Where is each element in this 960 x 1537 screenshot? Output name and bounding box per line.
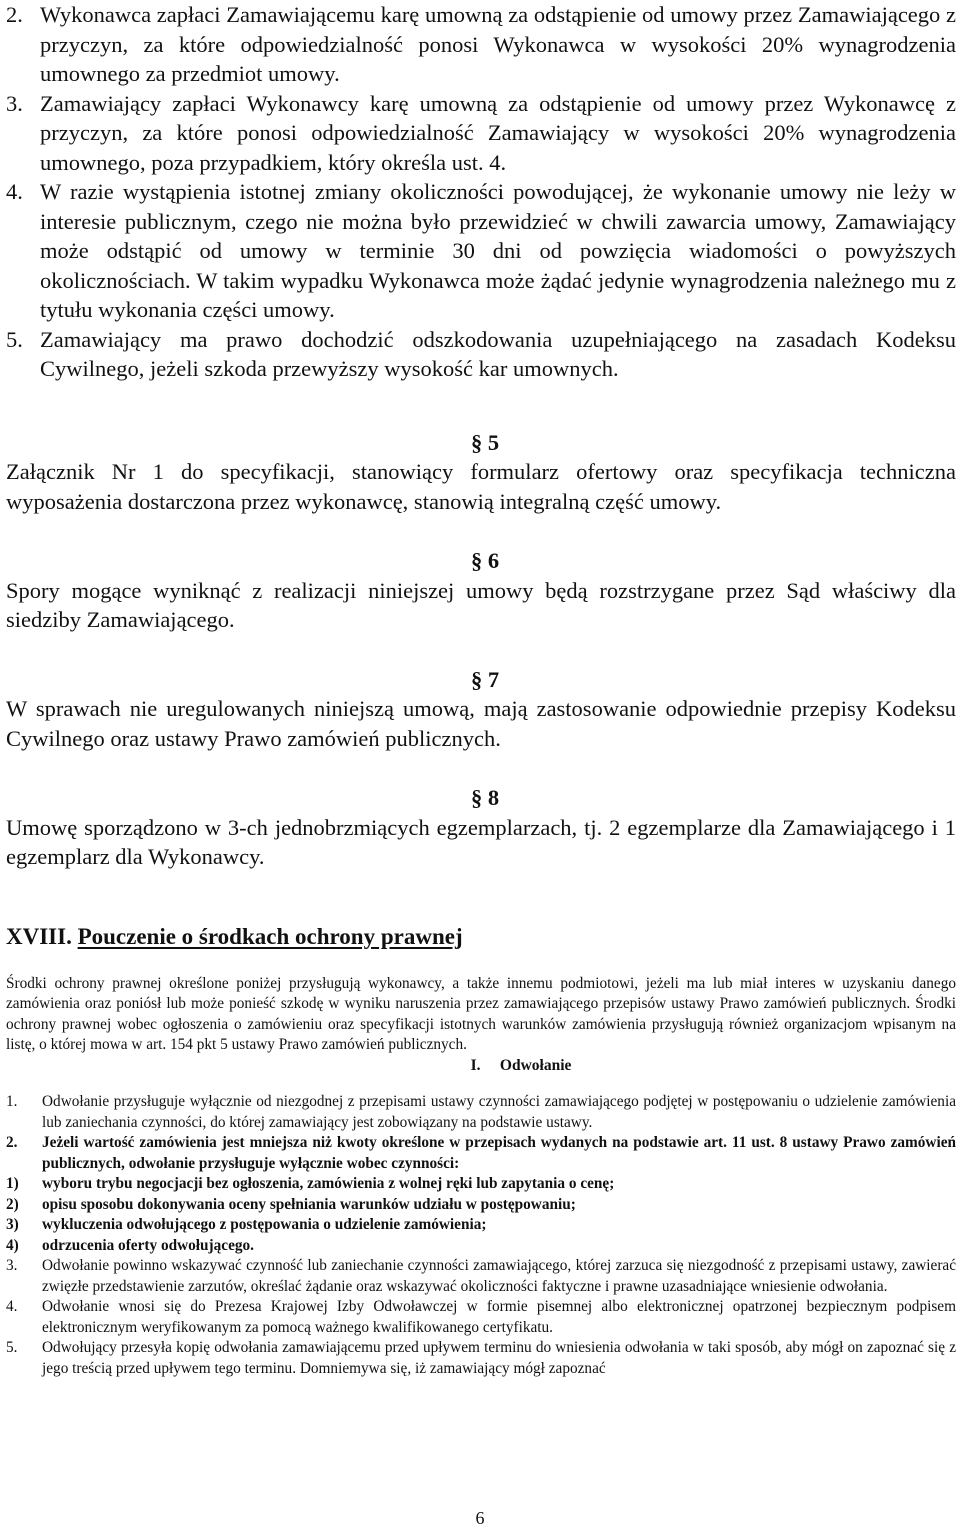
section-8	[6, 783, 956, 872]
list-item	[6, 325, 956, 384]
item-number: 4.	[6, 1298, 18, 1315]
section-heading: § 8	[470, 785, 500, 810]
item-text: Odwołanie wnosi się do Prezesa Krajowej Izby Odwoławczej w formie pisemnej albo elektronicznej opatrzonej bezpiecznym podpisem elektronicznym weryfikowanym za pomocą ważnego kwalifikowanego certyfikatu.	[42, 1298, 956, 1336]
item-text: Zamawiający zapłaci Wykonawcy karę umowną za odstąpienie od umowy przez Wykonawcę z przyczyn, za które ponosi odpowiedzialność Zamawiający w wysokości 20% wynagrodzenia umownego, poza przypadkiem, który określa ust. 4.	[40, 90, 956, 175]
chapter-heading	[6, 922, 956, 952]
item-number: 1.	[6, 1093, 18, 1110]
sub-heading-number: I.	[470, 1056, 481, 1074]
sub-list-item	[6, 1236, 956, 1257]
item-text: Zamawiający ma prawo dochodzić odszkodowania uzupełniającego na zasadach Kodeksu Cywilnego, jeżeli szkoda przewyższy wysokość kar umownych.	[40, 326, 956, 381]
section-5	[6, 428, 956, 517]
item-text: Jeżeli wartość zamówienia jest mniejsza niż kwoty określone w przepisach wydanych na podstawie art. 11 ust. 8 ustawy Prawo zamówień publicznych, odwołanie przysługuje wyłącznie wobec czynności:	[42, 1134, 956, 1172]
item-number: 2.	[6, 1134, 18, 1151]
item-number: 2.	[6, 2, 23, 27]
top-items-list	[6, 0, 956, 384]
sub-item-number: 1)	[6, 1175, 19, 1192]
section-7	[6, 665, 956, 754]
item-number: 4.	[6, 179, 23, 204]
item-text: Odwołanie powinno wskazywać czynność lub zaniechanie czynności zamawiającego, której zarzuca się niezgodność z przepisami ustawy, zawierać zwięzłe przedstawienie zarzutów, określać żądanie oraz wskazywać okoliczności faktyczne i prawne uzasadniające wniesienie odwołania.	[42, 1257, 956, 1295]
section-text: Załącznik Nr 1 do specyfikacji, stanowiący formularz ofertowy oraz specyfikacja techniczna wyposażenia dostarczona przez wykonawcę, stanowią integralną część umowy.	[6, 459, 956, 514]
list-item	[6, 1133, 956, 1256]
sub-item-text: odrzucenia oferty odwołującego.	[42, 1236, 254, 1254]
sub-item-text: opisu sposobu dokonywania oceny spełniania warunków udziału w postępowaniu;	[42, 1195, 576, 1213]
sub-item-number: 3)	[6, 1216, 19, 1233]
list-item	[6, 1338, 956, 1379]
item-text: Odwołujący przesyła kopię odwołania zamawiającemu przed upływem terminu do wniesienia odwołania w taki sposób, aby mógł on zapoznać się z jego treścią przed upływem tego terminu. Domniemywa się, iż zamawiający mógł zapoznać	[42, 1339, 956, 1377]
list-item	[6, 1297, 956, 1338]
sub-item-text: wyboru trybu negocjacji bez ogłoszenia, zamówienia z wolnej ręki lub zapytania o cenę;	[42, 1175, 615, 1192]
sub-list-item	[6, 1215, 956, 1236]
page-number: 6	[475, 1508, 485, 1528]
item-number: 5.	[6, 1339, 18, 1356]
item-text: W razie wystąpienia istotnej zmiany okoliczności powodującej, że wykonanie umowy nie leży w interesie publicznym, czego nie można było przewidzieć w chwili zawarcia umowy, Zamawiający może odstąpić od umowy w terminie 30 dni od powzięcia wiadomości o powyższych okolicznościach. W takim wypadku Wykonawca może żądać jedynie wynagrodzenia należnego mu z tytułu wykonania części umowy.	[40, 179, 956, 322]
item-number: 3.	[6, 1257, 18, 1274]
sub-list-item	[6, 1174, 956, 1195]
sub-item-number: 2)	[6, 1195, 19, 1213]
chapter-number: XVIII.	[6, 923, 72, 949]
section-text: Spory mogące wyniknąć z realizacji niniejszej umowy będą rozstrzygane przez Sąd właściwy dla siedziby Zamawiającego.	[6, 577, 956, 632]
sub-heading-title: Odwołanie	[499, 1056, 572, 1074]
item-text: Odwołanie przysługuje wyłącznie od niezgodnej z przepisami ustawy czynności zamawiającego podjętej w postępowaniu o udzielenie zamówienia lub zaniechania czynności, do której zamawiający jest zobowiązany na podstawie ustawy.	[42, 1093, 956, 1131]
sub-item-number: 4)	[6, 1236, 19, 1254]
sub-list	[6, 1174, 956, 1256]
section-text: W sprawach nie uregulowanych niniejszą umową, mają zastosowanie odpowiednie przepisy Kodeksu Cywilnego oraz ustawy Prawo zamówień publicznych.	[6, 696, 956, 751]
remedies-section	[6, 974, 956, 1380]
list-item	[6, 0, 956, 89]
section-heading: § 7	[470, 666, 500, 692]
list-item	[6, 177, 956, 325]
item-number: 5.	[6, 326, 23, 352]
sub-list-item	[6, 1195, 956, 1216]
document-page	[6, 0, 956, 1537]
list-item	[6, 89, 956, 178]
item-number: 3.	[6, 90, 23, 116]
section-heading: § 6	[470, 548, 500, 573]
sub-item-text: wykluczenia odwołującego z postępowania o udzielenie zamówienia;	[42, 1216, 487, 1233]
sub-heading	[6, 1056, 956, 1077]
section-heading: § 5	[470, 429, 500, 455]
list-item	[6, 1092, 956, 1133]
chapter-title: Pouczenie o środkach ochrony prawnej	[77, 923, 463, 949]
item-text: Wykonawca zapłaci Zamawiającemu karę umowną za odstąpienie od umowy przez Zamawiającego z przyczyn, za które odpowiedzialność ponosi Wykonawca w wysokości 20% wynagrodzenia umownego za przedmiot umowy.	[40, 2, 956, 86]
section-text: Umowę sporządzono w 3-ch jednobrzmiących egzemplarzach, tj. 2 egzemplarze dla Zamawiającego i 1 egzemplarz dla Wykonawcy.	[6, 814, 956, 869]
list-item	[6, 1256, 956, 1297]
section-6	[6, 546, 956, 635]
intro-paragraph: Środki ochrony prawnej określone poniżej przysługują wykonawcy, a także innemu podmiotowi, jeżeli ma lub miał interes w uzyskaniu danego zamówienia oraz poniósł lub może ponieść szkodę w wyniku naruszenia przez zamawiającego przepisów ustawy Prawo zamówień publicznych. Środki ochrony prawnej wobec ogłoszenia o zamówieniu oraz specyfikacji istotnych warunków zamówienia przysługują również organizacjom wpisanym na listę, o której mowa w art. 154 pkt 5 ustawy Prawo zamówień publicznych.	[6, 974, 956, 1053]
